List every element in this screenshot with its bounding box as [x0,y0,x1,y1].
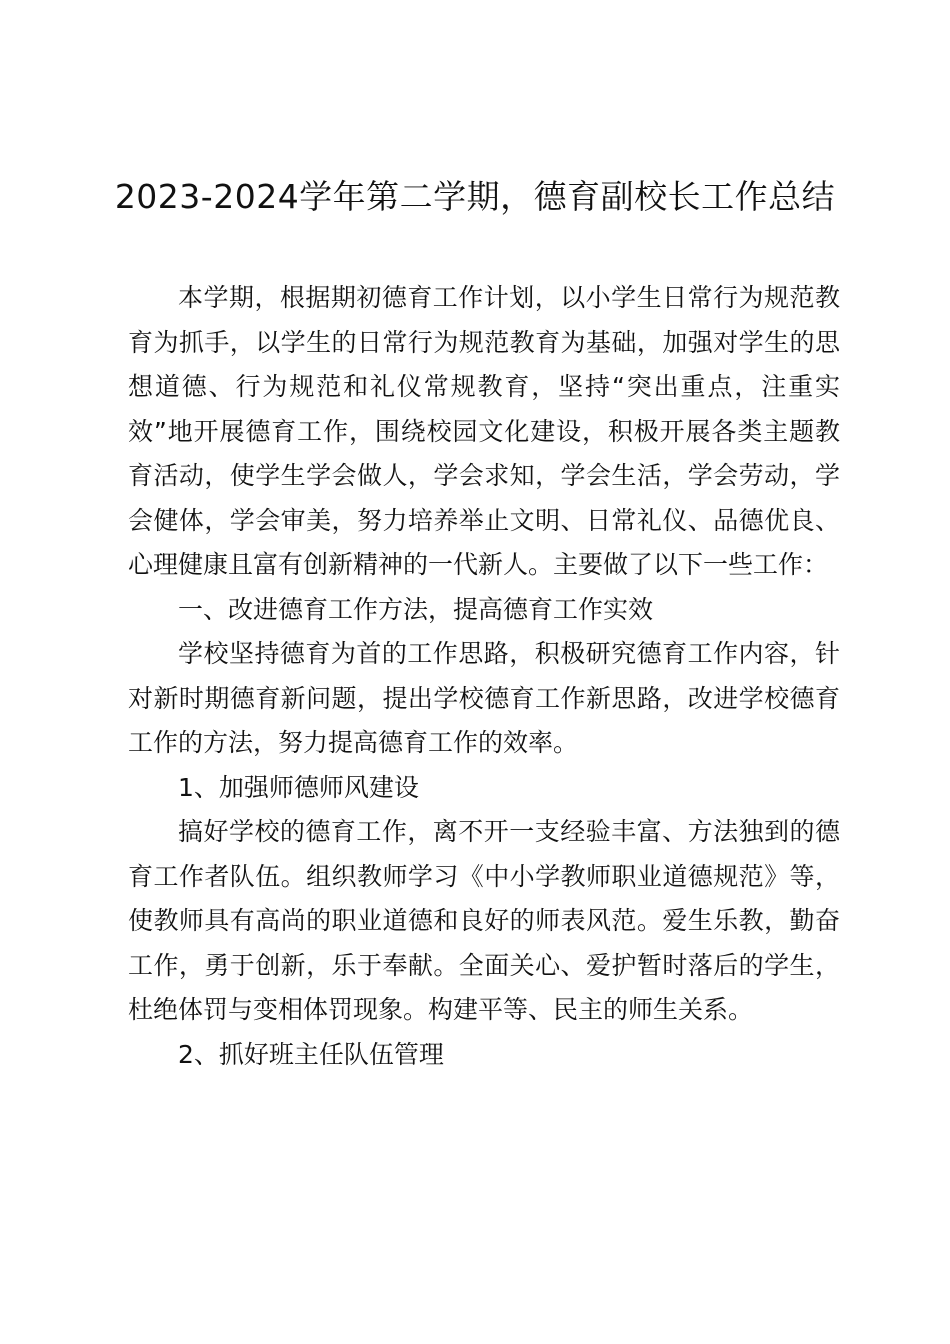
heading-section-1: 一、改进德育工作方法，提高德育工作实效 [178,594,654,624]
heading-subsection-1: 1、加强师德师风建设 [178,772,419,802]
paragraph-subsection-1: 搞好学校的德育工作，离不开一支经验丰富、方法独到的德育工作者队伍。组织教师学习《中小学教师职业道德规范》等，使教师具有高尚的职业道德和良好的师表风范。爱生乐教，勤奋工作，勇于创新，乐于奉献。全面关心、爱护暂时落后的学生，杜绝体罚与变相体罚现象。构建平等、民主的师生关系。 [128,817,840,1024]
document-body [128,276,840,1077]
paragraph-intro: 本学期，根据期初德育工作计划，以小学生日常行为规范教育为抓手，以学生的日常行为规范教育为基础，加强对学生的思想道德、行为规范和礼仪常规教育，坚持“突出重点，注重实效”地开展德育工作，围绕校园文化建设，积极开展各类主题教育活动，使学生学会做人，学会求知，学会生活，学会劳动，学会健体，学会审美，努力培养举止文明、日常礼仪、品德优良、心理健康且富有创新精神的一代新人。主要做了以下一些工作： [128,283,840,579]
document-title: 2023-2024学年第二学期，德育副校长工作总结 [114,177,836,216]
heading-subsection-2: 2、抓好班主任队伍管理 [178,1039,444,1069]
paragraph-section-1: 学校坚持德育为首的工作思路，积极研究德育工作内容，针对新时期德育新问题，提出学校德育工作新思路，改进学校德育工作的方法，努力提高德育工作的效率。 [128,639,840,757]
